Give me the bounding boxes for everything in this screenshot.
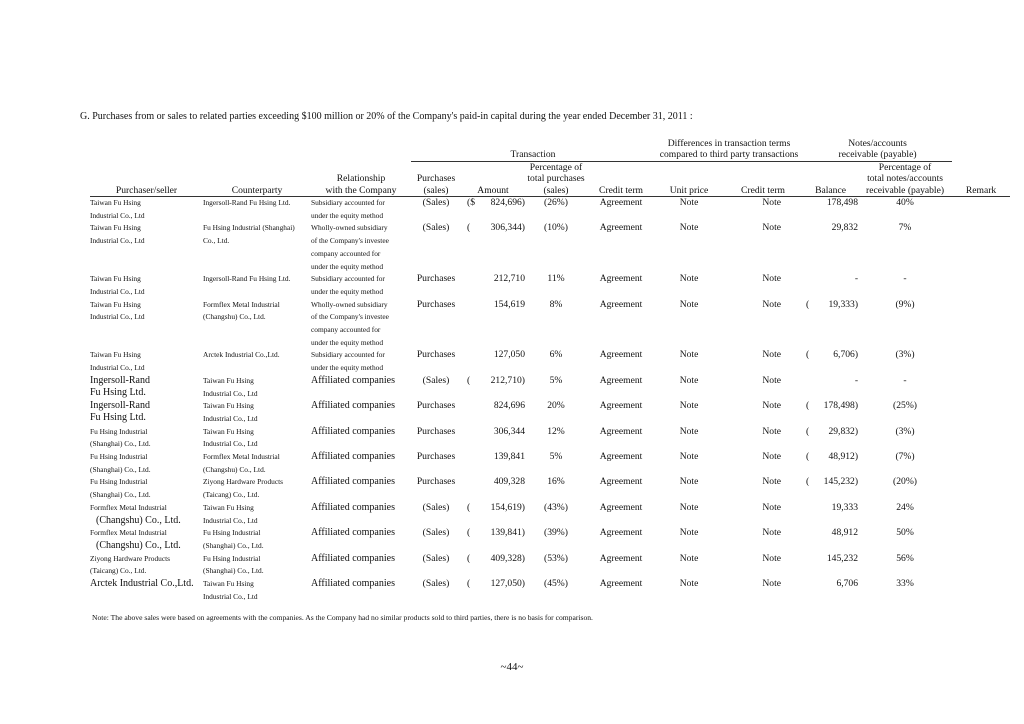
- amount-prefix: ($: [467, 197, 475, 208]
- purchaser-line: Formflex Metal Industrial: [90, 528, 167, 538]
- amount-cell: [461, 197, 525, 223]
- table-row: [90, 273, 1010, 298]
- purchaser-line: (Changshu) Co., Ltd.: [96, 514, 181, 526]
- balance-value: -: [854, 273, 859, 285]
- related-party-transactions-table: [90, 126, 1010, 604]
- counterparty-cell: Formflex Metal Industrial (Changshu) Co., Ltd.: [203, 452, 280, 474]
- purchaser-cell: Fu Hsing Industrial (Shanghai) Co., Ltd.: [90, 477, 151, 500]
- counterparty-cell: Ziyong Hardware Products (Taicang) Co., Ltd.: [203, 477, 284, 500]
- balance-value: 178,498: [826, 197, 859, 208]
- table-row: [90, 578, 1010, 603]
- balance-value: -: [854, 374, 859, 386]
- remark-cell: [952, 299, 1010, 350]
- amount-cell: [461, 273, 525, 298]
- header-differences: Differences in transaction terms compared to third party transactions: [655, 126, 803, 161]
- credit-term-diff-cell: Note: [762, 527, 782, 539]
- col-amount: Amount: [461, 161, 525, 197]
- credit-term-cell: Agreement: [599, 400, 643, 412]
- relationship-cell: Wholly-owned subsidiary of the Company's investee company accounted for under the equity method: [311, 223, 389, 271]
- credit-term-cell: Agreement: [599, 222, 643, 234]
- counterparty-cell: Ingersoll-Rand Fu Hsing Ltd.: [203, 274, 291, 284]
- unit-price-cell: Note: [679, 349, 699, 361]
- percentage-notes-cell: 7%: [898, 222, 912, 234]
- amount-cell: [461, 299, 525, 350]
- relationship-cell: Affiliated companies: [311, 527, 395, 539]
- credit-term-cell: Agreement: [599, 527, 643, 539]
- percentage-cell: 8%: [549, 298, 563, 310]
- remark-cell: [952, 451, 1010, 476]
- table-row: [90, 222, 1010, 273]
- amount-cell: [461, 222, 525, 273]
- remark-cell: [952, 197, 1010, 223]
- amount-value: 154,619): [490, 501, 525, 513]
- credit-term-diff-cell: Note: [762, 222, 782, 234]
- balance-value: 48,912: [831, 527, 859, 539]
- footnote: Note: The above sales were based on agreements with the companies. As the Company had no similar products sold to third parties, there is no basis for comparison.: [92, 613, 593, 622]
- percentage-cell: 5%: [549, 374, 563, 386]
- credit-term-diff-cell: Note: [762, 374, 782, 386]
- credit-term-diff-cell: Note: [762, 298, 782, 310]
- purchaser-cell: Taiwan Fu Hsing Industrial Co., Ltd: [90, 350, 145, 373]
- balance-value: 29,832): [828, 425, 859, 437]
- purchaser-cell: Ingersoll-Rand Fu Hsing Ltd.: [90, 374, 150, 398]
- credit-term-cell: Agreement: [599, 451, 643, 463]
- relationship-cell: Affiliated companies: [311, 425, 395, 437]
- purchaser-cell: [90, 527, 203, 552]
- balance-value: 145,232: [826, 552, 859, 564]
- balance-prefix: (: [806, 400, 810, 412]
- amount-prefix: (: [467, 527, 471, 539]
- remark-cell: [952, 476, 1010, 501]
- balance-value: 145,232): [823, 476, 859, 488]
- purchases-sales-cell: Purchases: [416, 273, 456, 285]
- counterparty-cell: Taiwan Fu Hsing Industrial Co., Ltd: [203, 502, 258, 525]
- credit-term-diff-cell: Note: [762, 197, 782, 208]
- amount-prefix: (: [467, 578, 471, 590]
- amount-prefix: (: [467, 374, 471, 386]
- credit-term-cell: Agreement: [599, 374, 643, 386]
- percentage-cell: 5%: [549, 451, 563, 463]
- credit-term-diff-cell: Note: [762, 552, 782, 564]
- counterparty-cell: Taiwan Fu Hsing Industrial Co., Ltd: [203, 426, 258, 449]
- balance-cell: [803, 527, 858, 552]
- relationship-cell: Subsidiary accounted for under the equity method: [311, 350, 385, 373]
- relationship-cell: Subsidiary accounted for under the equity method: [311, 274, 385, 296]
- amount-prefix: (: [467, 501, 471, 513]
- balance-prefix: (: [806, 298, 810, 310]
- amount-cell: [461, 527, 525, 552]
- unit-price-cell: Note: [679, 222, 699, 234]
- amount-value: 127,050: [493, 349, 525, 361]
- percentage-cell: (43%): [544, 501, 568, 513]
- remark-cell: [952, 273, 1010, 298]
- col-remark: Remark: [952, 161, 1010, 197]
- credit-term-cell: Agreement: [599, 298, 643, 310]
- col-relationship: Relationship with the Company: [311, 161, 411, 197]
- amount-value: 139,841: [493, 451, 525, 463]
- amount-value: 306,344: [493, 425, 525, 437]
- amount-cell: [461, 578, 525, 603]
- amount-cell: [461, 502, 525, 527]
- purchaser-line: Formflex Metal Industrial: [90, 502, 167, 512]
- table-row: [90, 400, 1010, 425]
- unit-price-cell: Note: [679, 425, 699, 437]
- credit-term-cell: Agreement: [599, 552, 643, 564]
- balance-cell: [803, 502, 858, 527]
- credit-term-diff-cell: Note: [762, 451, 782, 463]
- counterparty-cell: Fu Hsing Industrial (Shanghai) Co., Ltd.: [203, 528, 264, 550]
- header-column-row: [90, 161, 1010, 197]
- col-purchases-sales: Purchases (sales): [411, 161, 461, 197]
- percentage-notes-cell: -: [903, 374, 907, 386]
- credit-term-diff-cell: Note: [762, 476, 782, 488]
- purchaser-cell: Taiwan Fu Hsing Industrial Co., Ltd: [90, 198, 145, 220]
- relationship-cell: Wholly-owned subsidiary of the Company's investee company accounted for under the equity method: [311, 299, 389, 347]
- credit-term-cell: Agreement: [599, 273, 643, 285]
- purchaser-cell: Taiwan Fu Hsing Industrial Co., Ltd: [90, 223, 145, 246]
- percentage-cell: (10%): [544, 222, 568, 234]
- percentage-cell: (39%): [544, 527, 568, 539]
- balance-value: 48,912): [828, 451, 859, 463]
- credit-term-cell: Agreement: [599, 349, 643, 361]
- remark-cell: [952, 553, 1010, 578]
- amount-prefix: (: [467, 552, 471, 564]
- amount-value: 824,696: [493, 400, 525, 412]
- balance-cell: [803, 451, 858, 476]
- percentage-notes-cell: (3%): [895, 349, 915, 361]
- balance-cell: [803, 197, 858, 223]
- table-row: [90, 502, 1010, 527]
- counterparty-cell: Ingersoll-Rand Fu Hsing Ltd.: [203, 198, 291, 207]
- purchases-sales-cell: Purchases: [416, 425, 456, 437]
- balance-cell: [803, 299, 858, 350]
- amount-cell: [461, 375, 525, 400]
- purchaser-cell: Taiwan Fu Hsing Industrial Co., Ltd: [90, 274, 145, 296]
- header-group-row: [90, 126, 1010, 161]
- counterparty-cell: Taiwan Fu Hsing Industrial Co., Ltd: [203, 401, 258, 423]
- percentage-cell: 20%: [547, 400, 565, 412]
- balance-value: 19,333): [828, 298, 859, 310]
- unit-price-cell: Note: [679, 451, 699, 463]
- col-balance: Balance: [803, 161, 858, 197]
- remark-cell: [952, 578, 1010, 603]
- credit-term-cell: Agreement: [599, 197, 643, 208]
- remark-cell: [952, 375, 1010, 400]
- balance-cell: [803, 426, 858, 451]
- purchases-sales-cell: Purchases: [416, 451, 456, 463]
- credit-term-diff-cell: Note: [762, 501, 782, 513]
- percentage-notes-cell: 50%: [896, 527, 914, 539]
- purchaser-cell: Fu Hsing Industrial (Shanghai) Co., Ltd.: [90, 426, 151, 449]
- balance-value: 29,832: [831, 222, 859, 234]
- relationship-cell: Subsidiary accounted for under the equity method: [311, 198, 385, 220]
- credit-term-diff-cell: Note: [762, 425, 782, 437]
- relationship-cell: Affiliated companies: [311, 476, 395, 488]
- balance-cell: [803, 476, 858, 501]
- percentage-notes-cell: (3%): [895, 425, 915, 437]
- amount-value: 212,710: [493, 273, 525, 285]
- purchases-sales-cell: Purchases: [416, 298, 456, 310]
- amount-value: 824,696): [490, 197, 525, 208]
- balance-cell: [803, 400, 858, 425]
- col-credit-term-diff: Credit term: [723, 161, 803, 197]
- balance-cell: [803, 578, 858, 603]
- credit-term-diff-cell: Note: [762, 349, 782, 361]
- unit-price-cell: Note: [679, 197, 699, 208]
- balance-value: 19,333: [831, 501, 859, 513]
- credit-term-cell: Agreement: [599, 578, 643, 590]
- header-notes-receivable: Notes/accounts receivable (payable): [803, 126, 952, 161]
- credit-term-diff-cell: Note: [762, 400, 782, 412]
- table-row: [90, 426, 1010, 451]
- balance-cell: [803, 222, 858, 273]
- amount-value: 306,344): [490, 222, 525, 234]
- credit-term-cell: Agreement: [599, 476, 643, 488]
- balance-cell: [803, 553, 858, 578]
- col-credit-term: Credit term: [587, 161, 655, 197]
- table-row: [90, 553, 1010, 578]
- percentage-notes-cell: (25%): [893, 400, 918, 412]
- purchaser-cell: Ingersoll-Rand Fu Hsing Ltd.: [90, 400, 150, 424]
- col-percentage-notes: Percentage of total notes/accounts receivable (payable): [858, 161, 952, 197]
- unit-price-cell: Note: [679, 501, 699, 513]
- relationship-cell: Affiliated companies: [311, 501, 395, 513]
- purchaser-cell: Arctek Industrial Co.,Ltd.: [90, 578, 194, 590]
- percentage-notes-cell: 40%: [896, 197, 914, 208]
- table-row: [90, 476, 1010, 501]
- percentage-cell: (26%): [544, 197, 568, 208]
- relationship-cell: Affiliated companies: [311, 451, 395, 463]
- balance-value: 6,706: [836, 578, 859, 590]
- col-unit-price: Unit price: [655, 161, 723, 197]
- unit-price-cell: Note: [679, 374, 699, 386]
- counterparty-cell: Formflex Metal Industrial (Changshu) Co., Ltd.: [203, 299, 280, 322]
- percentage-cell: 6%: [549, 349, 563, 361]
- percentage-notes-cell: 24%: [896, 501, 914, 513]
- purchases-sales-cell: (Sales): [422, 501, 450, 513]
- percentage-notes-cell: (9%): [895, 298, 915, 310]
- amount-cell: [461, 476, 525, 501]
- remark-cell: [952, 426, 1010, 451]
- credit-term-cell: Agreement: [599, 501, 643, 513]
- balance-prefix: (: [806, 476, 810, 488]
- header-transaction: Transaction: [411, 126, 655, 161]
- percentage-notes-cell: 56%: [896, 552, 914, 564]
- relationship-cell: Affiliated companies: [311, 578, 395, 590]
- percentage-notes-cell: 33%: [896, 578, 914, 590]
- percentage-cell: 11%: [547, 273, 565, 285]
- table-row: [90, 375, 1010, 400]
- purchases-sales-cell: (Sales): [422, 552, 450, 564]
- percentage-cell: (53%): [544, 552, 568, 564]
- report-heading: G. Purchases from or sales to related parties exceeding $100 million or 20% of the Company's paid-in capital during the year ended December 31, 2011 :: [80, 111, 693, 122]
- credit-term-diff-cell: Note: [762, 273, 782, 285]
- remark-cell: [952, 400, 1010, 425]
- balance-cell: [803, 375, 858, 400]
- amount-cell: [461, 451, 525, 476]
- percentage-cell: (45%): [544, 578, 568, 590]
- percentage-notes-cell: (20%): [893, 476, 918, 488]
- table-row: [90, 527, 1010, 552]
- purchaser-cell: Taiwan Fu Hsing Industrial Co., Ltd: [90, 299, 145, 322]
- balance-cell: [803, 273, 858, 298]
- unit-price-cell: Note: [679, 298, 699, 310]
- relationship-cell: Affiliated companies: [311, 400, 395, 412]
- remark-cell: [952, 222, 1010, 273]
- purchases-sales-cell: (Sales): [422, 222, 450, 234]
- purchaser-line: (Changshu) Co., Ltd.: [96, 539, 181, 551]
- amount-value: 409,328: [493, 476, 525, 488]
- relationship-cell: Affiliated companies: [311, 374, 395, 386]
- col-counterparty: Counterparty: [203, 161, 311, 197]
- relationship-cell: Affiliated companies: [311, 552, 395, 564]
- col-purchaser-seller: Purchaser/seller: [90, 161, 203, 197]
- balance-prefix: (: [806, 425, 810, 437]
- credit-term-cell: Agreement: [599, 425, 643, 437]
- purchaser-cell: Ziyong Hardware Products (Taicang) Co., Ltd.: [90, 553, 171, 576]
- purchaser-cell: [90, 502, 203, 527]
- amount-cell: [461, 553, 525, 578]
- amount-cell: [461, 426, 525, 451]
- remark-cell: [952, 502, 1010, 527]
- percentage-notes-cell: -: [903, 273, 907, 285]
- purchases-sales-cell: (Sales): [422, 527, 450, 539]
- amount-value: 127,050): [490, 578, 525, 590]
- amount-prefix: (: [467, 222, 471, 234]
- unit-price-cell: Note: [679, 476, 699, 488]
- balance-value: 178,498): [823, 400, 859, 412]
- unit-price-cell: Note: [679, 578, 699, 590]
- table-row: [90, 451, 1010, 476]
- credit-term-diff-cell: Note: [762, 578, 782, 590]
- purchases-sales-cell: (Sales): [422, 578, 450, 590]
- percentage-cell: 16%: [547, 476, 565, 488]
- unit-price-cell: Note: [679, 527, 699, 539]
- percentage-notes-cell: (7%): [895, 451, 915, 463]
- table-row: [90, 197, 1010, 223]
- amount-cell: [461, 349, 525, 374]
- table-row: [90, 349, 1010, 374]
- purchases-sales-cell: (Sales): [422, 374, 450, 386]
- unit-price-cell: Note: [679, 273, 699, 285]
- unit-price-cell: Note: [679, 400, 699, 412]
- purchaser-cell: Fu Hsing Industrial (Shanghai) Co., Ltd.: [90, 452, 151, 474]
- remark-cell: [952, 349, 1010, 374]
- page-number: ~44~: [500, 661, 524, 673]
- table-row: [90, 299, 1010, 350]
- remark-cell: [952, 527, 1010, 552]
- amount-value: 154,619: [493, 298, 525, 310]
- balance-cell: [803, 349, 858, 374]
- purchases-sales-cell: (Sales): [422, 197, 450, 208]
- balance-prefix: (: [806, 451, 810, 463]
- counterparty-cell: Taiwan Fu Hsing Industrial Co., Ltd: [203, 375, 258, 398]
- unit-price-cell: Note: [679, 552, 699, 564]
- counterparty-cell: Arctek Industrial Co.,Ltd.: [203, 350, 280, 360]
- purchases-sales-cell: Purchases: [416, 476, 456, 488]
- counterparty-cell: Fu Hsing Industrial (Shanghai) Co., Ltd.: [203, 553, 264, 576]
- col-percentage-total: Percentage of total purchases (sales): [525, 161, 587, 197]
- balance-value: 6,706): [833, 349, 859, 361]
- amount-value: 212,710): [490, 374, 525, 386]
- amount-value: 409,328): [490, 552, 525, 564]
- counterparty-cell: Taiwan Fu Hsing Industrial Co., Ltd: [203, 579, 258, 601]
- balance-prefix: (: [806, 349, 810, 361]
- purchases-sales-cell: Purchases: [416, 349, 456, 361]
- amount-cell: [461, 400, 525, 425]
- percentage-cell: 12%: [547, 425, 565, 437]
- counterparty-cell: Fu Hsing Industrial (Shanghai) Co., Ltd.: [203, 223, 295, 246]
- amount-value: 139,841): [490, 527, 525, 539]
- purchases-sales-cell: Purchases: [416, 400, 456, 412]
